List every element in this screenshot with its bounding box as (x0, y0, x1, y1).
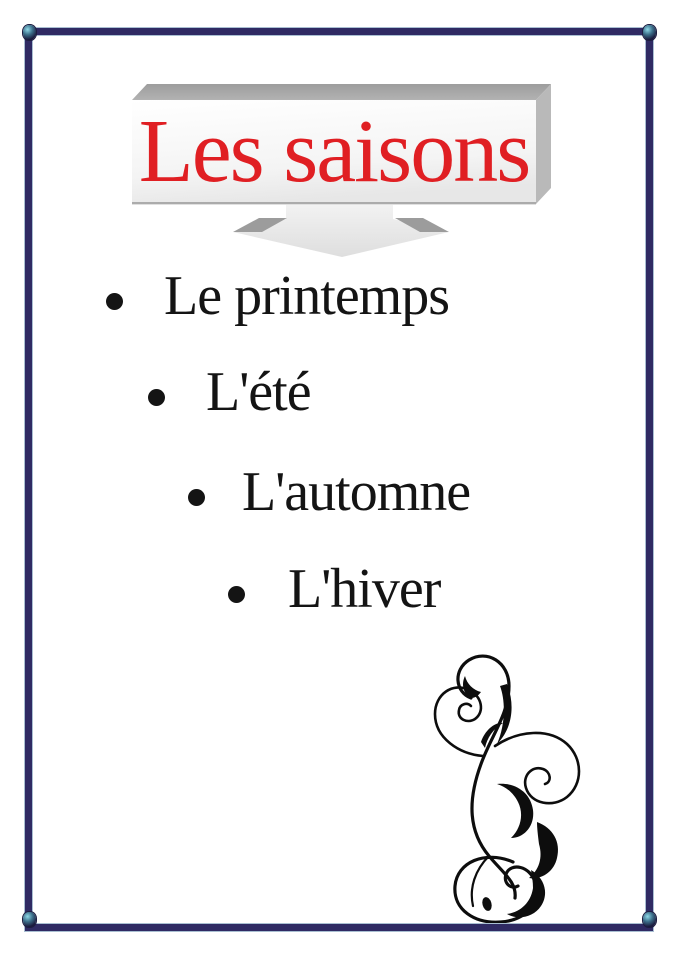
corner-knob-icon (23, 912, 36, 927)
corner-knob-icon (643, 25, 656, 40)
corner-knob-icon (23, 25, 36, 40)
bullet-icon (228, 586, 245, 603)
bullet-icon (106, 293, 123, 310)
list-item-label: L'été (206, 361, 311, 423)
list-item-label: Le printemps (164, 265, 450, 327)
bullet-icon (188, 489, 205, 506)
list-item-label: L'hiver (288, 558, 441, 620)
title-banner (110, 78, 570, 263)
bullet-icon (148, 389, 165, 406)
list-item-label: L'automne (242, 461, 471, 523)
corner-knob-icon (643, 912, 656, 927)
flourish-ornament-icon (425, 636, 597, 928)
page-title: Les saisons (138, 102, 530, 201)
